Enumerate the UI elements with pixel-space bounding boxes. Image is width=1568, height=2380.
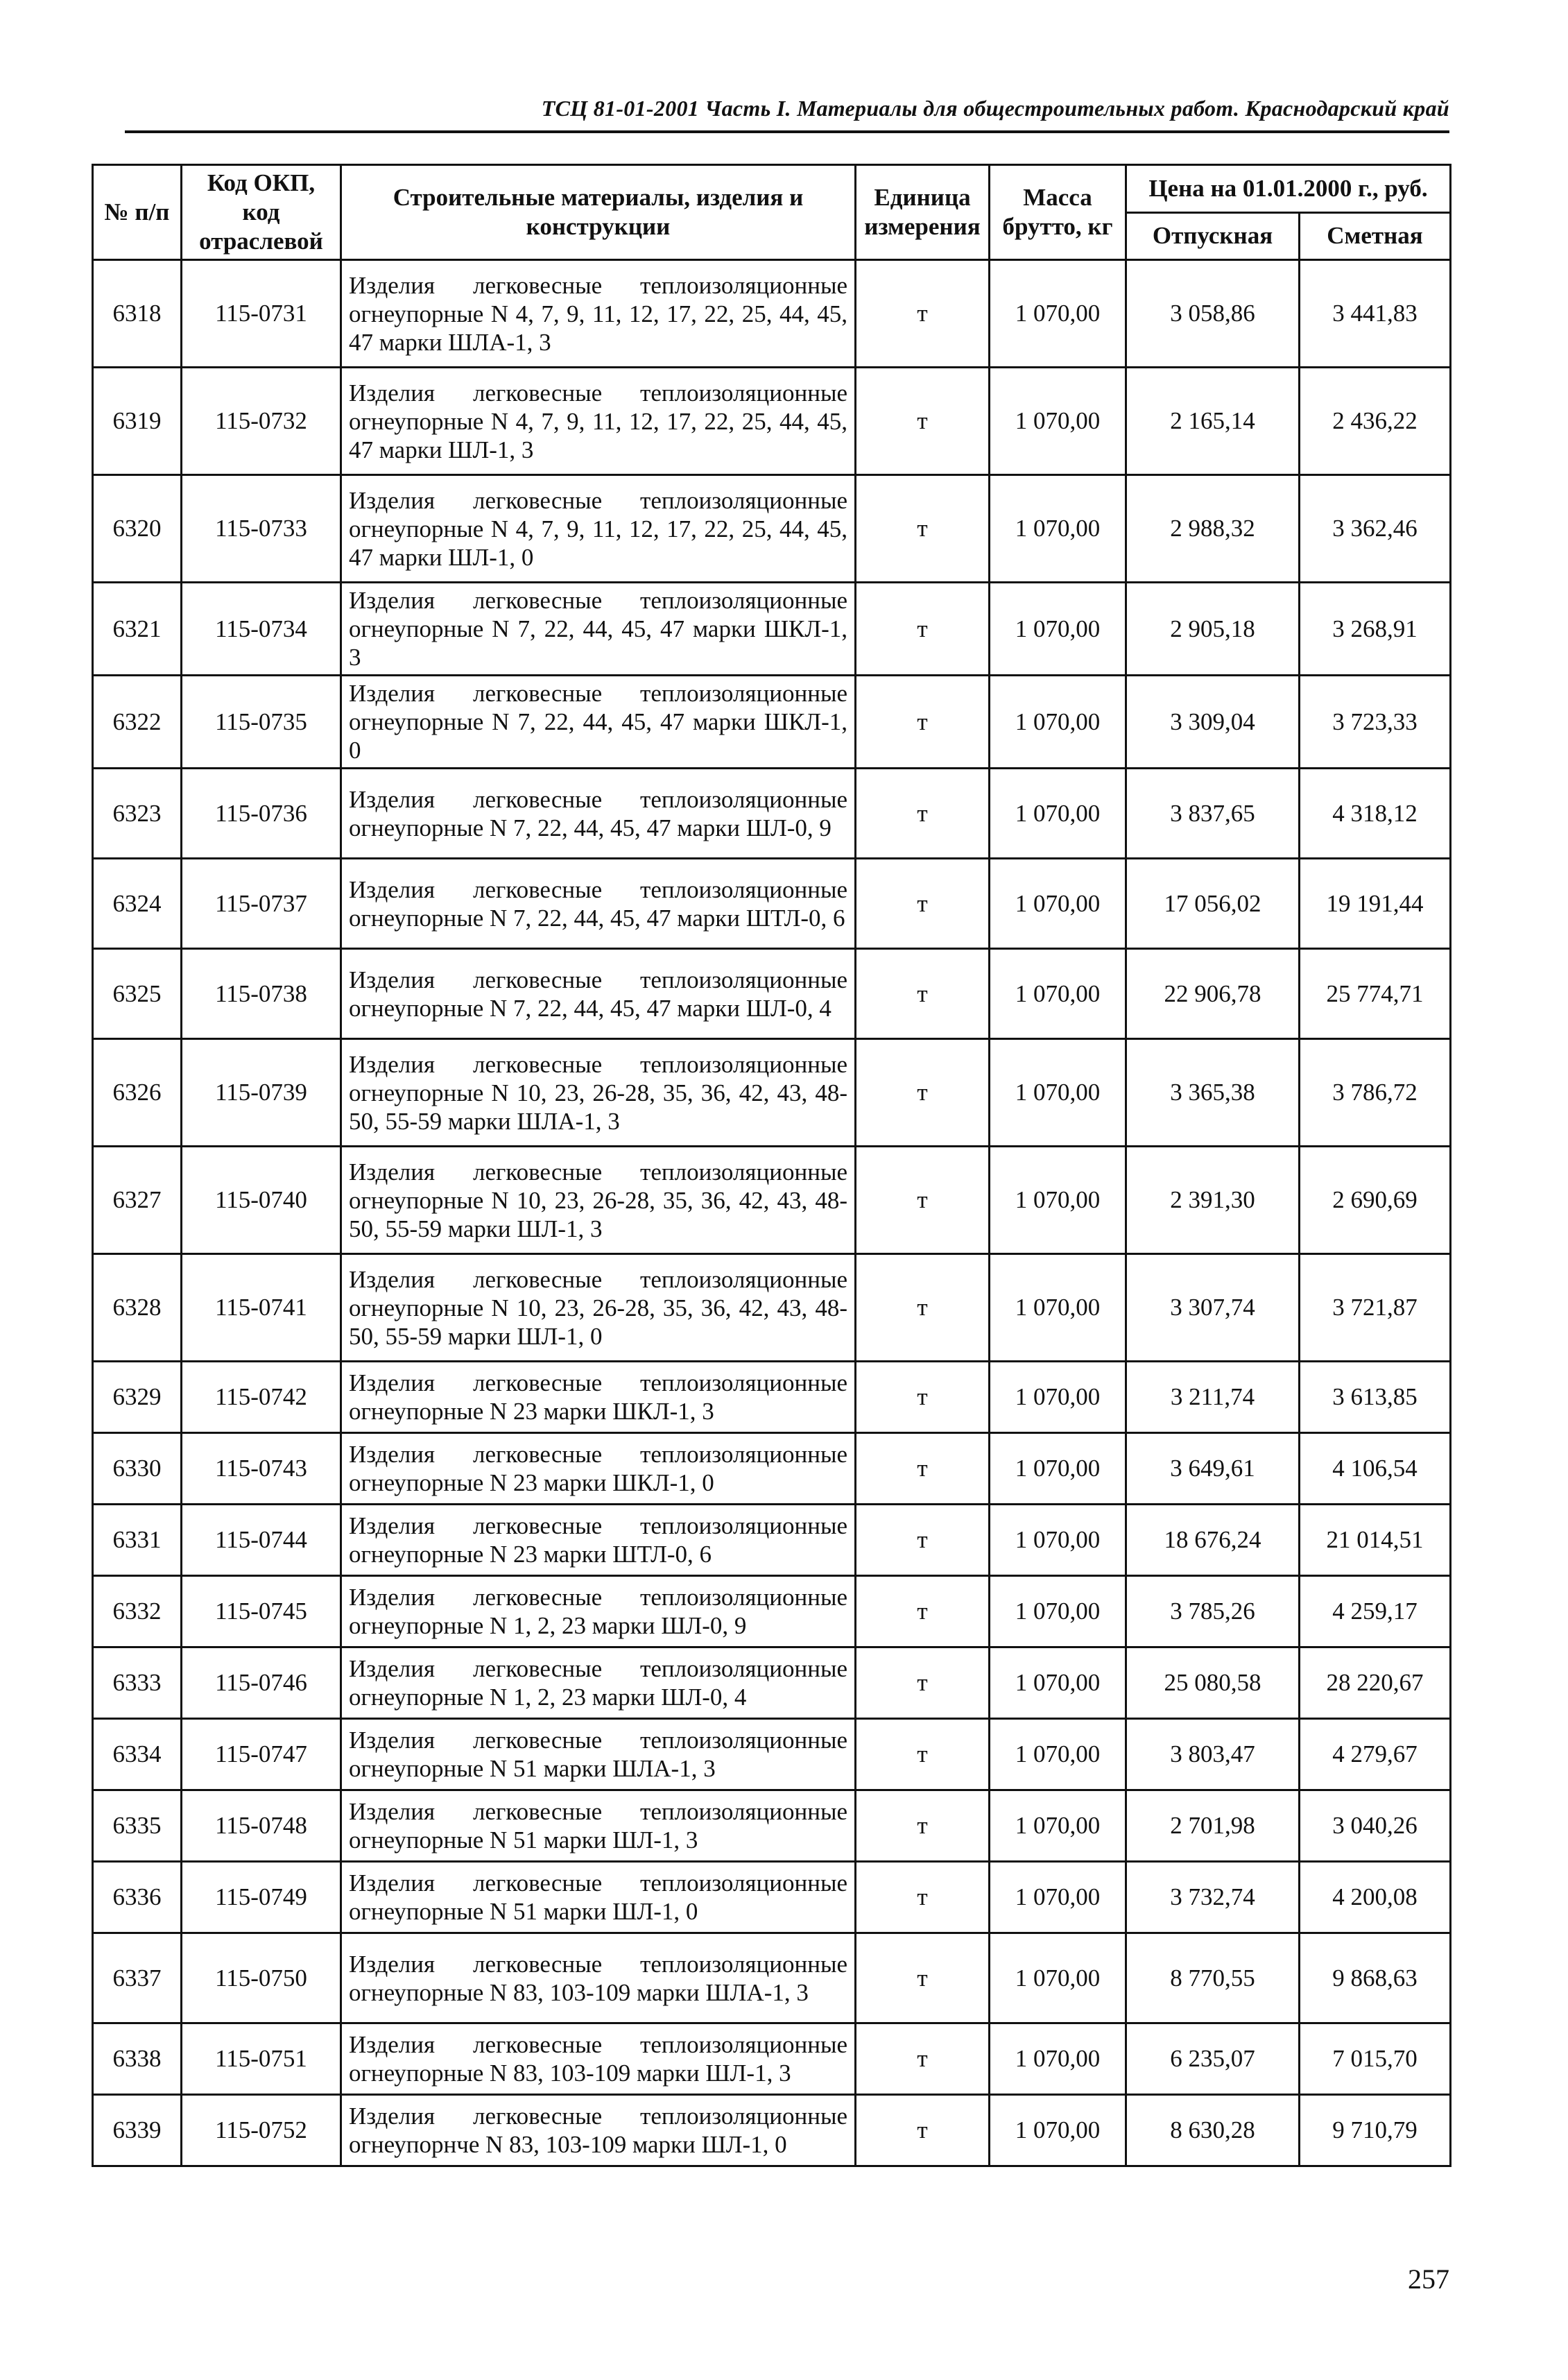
price-estimate: 2 690,69 (1300, 1147, 1451, 1254)
unit: т (856, 583, 990, 676)
row-number: 6323 (93, 769, 182, 859)
gross-mass: 1 070,00 (990, 1790, 1126, 1862)
material-name: Изделия легковесные теплоизоляционные огнеупорные N 51 марки ШЛ-1, 0 (341, 1862, 856, 1933)
okp-code: 115-0744 (182, 1505, 341, 1576)
row-number: 6339 (93, 2095, 182, 2166)
gross-mass: 1 070,00 (990, 1576, 1126, 1647)
row-number: 6336 (93, 1862, 182, 1933)
table-row (93, 769, 1451, 859)
price-estimate: 4 106,54 (1300, 1433, 1451, 1505)
price-release: 3 309,04 (1126, 676, 1300, 769)
price-estimate: 7 015,70 (1300, 2023, 1451, 2095)
price-release: 8 770,55 (1126, 1933, 1300, 2023)
gross-mass: 1 070,00 (990, 2095, 1126, 2166)
price-release: 25 080,58 (1126, 1647, 1300, 1719)
unit: т (856, 260, 990, 368)
okp-code: 115-0743 (182, 1433, 341, 1505)
unit: т (856, 475, 990, 583)
gross-mass: 1 070,00 (990, 949, 1126, 1039)
running-header: ТСЦ 81-01-2001 Часть I. Материалы для общестроительных работ. Краснодарский край (541, 96, 1449, 121)
unit: т (856, 1362, 990, 1433)
price-estimate: 3 786,72 (1300, 1039, 1451, 1147)
price-release: 3 785,26 (1126, 1576, 1300, 1647)
gross-mass: 1 070,00 (990, 475, 1126, 583)
unit: т (856, 1147, 990, 1254)
unit: т (856, 1647, 990, 1719)
price-release: 3 803,47 (1126, 1719, 1300, 1790)
okp-code: 115-0752 (182, 2095, 341, 2166)
unit: т (856, 2023, 990, 2095)
okp-code: 115-0736 (182, 769, 341, 859)
row-number: 6320 (93, 475, 182, 583)
okp-code: 115-0750 (182, 1933, 341, 2023)
gross-mass: 1 070,00 (990, 1147, 1126, 1254)
okp-code: 115-0732 (182, 368, 341, 475)
row-number: 6319 (93, 368, 182, 475)
unit: т (856, 1576, 990, 1647)
table-row (93, 1576, 1451, 1647)
row-number: 6330 (93, 1433, 182, 1505)
price-estimate: 3 721,87 (1300, 1254, 1451, 1362)
row-number: 6328 (93, 1254, 182, 1362)
material-name: Изделия легковесные теплоизоляционные огнеупорные N 7, 22, 44, 45, 47 марки ШКЛ-1, 3 (341, 583, 856, 676)
gross-mass: 1 070,00 (990, 769, 1126, 859)
table-row (93, 1790, 1451, 1862)
gross-mass: 1 070,00 (990, 1862, 1126, 1933)
gross-mass: 1 070,00 (990, 1719, 1126, 1790)
table-row (93, 859, 1451, 949)
okp-code: 115-0748 (182, 1790, 341, 1862)
unit: т (856, 2095, 990, 2166)
header-mass: Масса брутто, кг (990, 165, 1126, 260)
table-row (93, 368, 1451, 475)
price-release: 3 211,74 (1126, 1362, 1300, 1433)
material-name: Изделия легковесные теплоизоляционные огнеупорные N 4, 7, 9, 11, 12, 17, 22, 25, 44, 45, 47 марки ШЛ-1, 3 (341, 368, 856, 475)
unit: т (856, 769, 990, 859)
material-name: Изделия легковесные теплоизоляционные огнеупорные N 23 марки ШКЛ-1, 3 (341, 1362, 856, 1433)
row-number: 6335 (93, 1790, 182, 1862)
okp-code: 115-0749 (182, 1862, 341, 1933)
row-number: 6321 (93, 583, 182, 676)
row-number: 6318 (93, 260, 182, 368)
material-name: Изделия легковесные теплоизоляционные огнеупорные N 4, 7, 9, 11, 12, 17, 22, 25, 44, 45, 47 марки ШЛА-1, 3 (341, 260, 856, 368)
okp-code: 115-0751 (182, 2023, 341, 2095)
gross-mass: 1 070,00 (990, 1039, 1126, 1147)
price-release: 3 058,86 (1126, 260, 1300, 368)
unit: т (856, 1254, 990, 1362)
unit: т (856, 859, 990, 949)
unit: т (856, 368, 990, 475)
table-row (93, 475, 1451, 583)
material-name: Изделия легковесные теплоизоляционные огнеупорные N 10, 23, 26-28, 35, 36, 42, 43, 48-50, 55-59 марки ШЛ-1, 3 (341, 1147, 856, 1254)
table-row (93, 1039, 1451, 1147)
gross-mass: 1 070,00 (990, 676, 1126, 769)
price-estimate: 28 220,67 (1300, 1647, 1451, 1719)
unit: т (856, 1862, 990, 1933)
price-estimate: 3 268,91 (1300, 583, 1451, 676)
material-name: Изделия легковесные теплоизоляционные огнеупорные N 1, 2, 23 марки ШЛ-0, 9 (341, 1576, 856, 1647)
price-release: 6 235,07 (1126, 2023, 1300, 2095)
okp-code: 115-0740 (182, 1147, 341, 1254)
price-release: 17 056,02 (1126, 859, 1300, 949)
row-number: 6326 (93, 1039, 182, 1147)
okp-code: 115-0738 (182, 949, 341, 1039)
material-name: Изделия легковесные теплоизоляционные огнеупорные N 51 марки ШЛ-1, 3 (341, 1790, 856, 1862)
table-body (93, 260, 1451, 2166)
price-estimate: 4 200,08 (1300, 1862, 1451, 1933)
table-row (93, 1254, 1451, 1362)
table-row (93, 583, 1451, 676)
price-release: 2 988,32 (1126, 475, 1300, 583)
table-row (93, 1433, 1451, 1505)
row-number: 6332 (93, 1576, 182, 1647)
gross-mass: 1 070,00 (990, 2023, 1126, 2095)
table-row (93, 1147, 1451, 1254)
row-number: 6333 (93, 1647, 182, 1719)
price-release: 3 649,61 (1126, 1433, 1300, 1505)
price-release: 2 165,14 (1126, 368, 1300, 475)
row-number: 6325 (93, 949, 182, 1039)
page-number: 257 (1408, 2263, 1449, 2295)
material-name: Изделия легковесные теплоизоляционные огнеупорные N 7, 22, 44, 45, 47 марки ШЛ-0, 9 (341, 769, 856, 859)
row-number: 6324 (93, 859, 182, 949)
okp-code: 115-0733 (182, 475, 341, 583)
gross-mass: 1 070,00 (990, 1433, 1126, 1505)
row-number: 6331 (93, 1505, 182, 1576)
price-estimate: 4 279,67 (1300, 1719, 1451, 1790)
material-name: Изделия легковесные теплоизоляционные огнеупорные N 7, 22, 44, 45, 47 марки ШТЛ-0, 6 (341, 859, 856, 949)
material-name: Изделия легковесные теплоизоляционные огнеупорные N 10, 23, 26-28, 35, 36, 42, 43, 48-50, 55-59 марки ШЛ-1, 0 (341, 1254, 856, 1362)
price-estimate: 3 362,46 (1300, 475, 1451, 583)
table-row (93, 676, 1451, 769)
price-estimate: 3 441,83 (1300, 260, 1451, 368)
price-estimate: 19 191,44 (1300, 859, 1451, 949)
table-row (93, 1647, 1451, 1719)
material-name: Изделия легковесные теплоизоляционные огнеупорные N 23 марки ШКЛ-1, 0 (341, 1433, 856, 1505)
unit: т (856, 949, 990, 1039)
gross-mass: 1 070,00 (990, 1505, 1126, 1576)
price-release: 2 701,98 (1126, 1790, 1300, 1862)
header-price-release: Отпускная (1126, 212, 1300, 260)
table-row (93, 2095, 1451, 2166)
material-name: Изделия легковесные теплоизоляционные огнеупорные N 83, 103-109 марки ШЛА-1, 3 (341, 1933, 856, 2023)
table-row (93, 260, 1451, 368)
gross-mass: 1 070,00 (990, 859, 1126, 949)
material-name: Изделия легковесные теплоизоляционные огнеупорные N 7, 22, 44, 45, 47 марки ШКЛ-1, 0 (341, 676, 856, 769)
row-number: 6329 (93, 1362, 182, 1433)
gross-mass: 1 070,00 (990, 1254, 1126, 1362)
row-number: 6338 (93, 2023, 182, 2095)
okp-code: 115-0739 (182, 1039, 341, 1147)
table-row (93, 1862, 1451, 1933)
table-row (93, 1362, 1451, 1433)
material-name: Изделия легковесные теплоизоляционные огнеупорные N 4, 7, 9, 11, 12, 17, 22, 25, 44, 45, 47 марки ШЛ-1, 0 (341, 475, 856, 583)
price-estimate: 9 868,63 (1300, 1933, 1451, 2023)
price-estimate: 21 014,51 (1300, 1505, 1451, 1576)
okp-code: 115-0737 (182, 859, 341, 949)
price-release: 18 676,24 (1126, 1505, 1300, 1576)
okp-code: 115-0731 (182, 260, 341, 368)
price-release: 8 630,28 (1126, 2095, 1300, 2166)
material-name: Изделия легковесные теплоизоляционные огнеупорные N 7, 22, 44, 45, 47 марки ШЛ-0, 4 (341, 949, 856, 1039)
header-price-estimate: Сметная (1300, 212, 1451, 260)
header-price-group: Цена на 01.01.2000 г., руб. (1126, 165, 1451, 213)
price-release: 2 905,18 (1126, 583, 1300, 676)
okp-code: 115-0742 (182, 1362, 341, 1433)
okp-code: 115-0735 (182, 676, 341, 769)
row-number: 6337 (93, 1933, 182, 2023)
material-name: Изделия легковесные теплоизоляционные огнеупорные N 10, 23, 26-28, 35, 36, 42, 43, 48-50, 55-59 марки ШЛА-1, 3 (341, 1039, 856, 1147)
price-estimate: 3 040,26 (1300, 1790, 1451, 1862)
price-release: 3 365,38 (1126, 1039, 1300, 1147)
table-header (93, 165, 1451, 260)
unit: т (856, 1039, 990, 1147)
gross-mass: 1 070,00 (990, 1933, 1126, 2023)
price-estimate: 9 710,79 (1300, 2095, 1451, 2166)
material-name: Изделия легковесные теплоизоляционные огнеупорные N 23 марки ШТЛ-0, 6 (341, 1505, 856, 1576)
okp-code: 115-0746 (182, 1647, 341, 1719)
row-number: 6327 (93, 1147, 182, 1254)
okp-code: 115-0745 (182, 1576, 341, 1647)
table-row (93, 1933, 1451, 2023)
gross-mass: 1 070,00 (990, 583, 1126, 676)
price-release: 3 307,74 (1126, 1254, 1300, 1362)
header-name: Строительные материалы, изделия и конструкции (341, 165, 856, 260)
okp-code: 115-0741 (182, 1254, 341, 1362)
material-name: Изделия легковесные теплоизоляционные огнеупорные N 1, 2, 23 марки ШЛ-0, 4 (341, 1647, 856, 1719)
material-name: Изделия легковесные теплоизоляционные огнеупорнче N 83, 103-109 марки ШЛ-1, 0 (341, 2095, 856, 2166)
unit: т (856, 1433, 990, 1505)
price-release: 3 732,74 (1126, 1862, 1300, 1933)
price-release: 22 906,78 (1126, 949, 1300, 1039)
row-number: 6334 (93, 1719, 182, 1790)
gross-mass: 1 070,00 (990, 368, 1126, 475)
header-rule (125, 130, 1449, 133)
table-row (93, 1719, 1451, 1790)
okp-code: 115-0734 (182, 583, 341, 676)
unit: т (856, 1505, 990, 1576)
okp-code: 115-0747 (182, 1719, 341, 1790)
price-estimate: 4 318,12 (1300, 769, 1451, 859)
unit: т (856, 1719, 990, 1790)
price-estimate: 2 436,22 (1300, 368, 1451, 475)
header-unit: Единица измерения (856, 165, 990, 260)
header-okp: Код ОКП, код отраслевой (182, 165, 341, 260)
table-row (93, 1505, 1451, 1576)
material-name: Изделия легковесные теплоизоляционные огнеупорные N 83, 103-109 марки ШЛ-1, 3 (341, 2023, 856, 2095)
price-estimate: 25 774,71 (1300, 949, 1451, 1039)
gross-mass: 1 070,00 (990, 1362, 1126, 1433)
price-estimate: 3 613,85 (1300, 1362, 1451, 1433)
unit: т (856, 1790, 990, 1862)
price-release: 3 837,65 (1126, 769, 1300, 859)
row-number: 6322 (93, 676, 182, 769)
gross-mass: 1 070,00 (990, 1647, 1126, 1719)
gross-mass: 1 070,00 (990, 260, 1126, 368)
unit: т (856, 676, 990, 769)
price-estimate: 4 259,17 (1300, 1576, 1451, 1647)
table-row (93, 2023, 1451, 2095)
table-row (93, 949, 1451, 1039)
unit: т (856, 1933, 990, 2023)
price-table (92, 164, 1451, 2167)
price-estimate: 3 723,33 (1300, 676, 1451, 769)
header-num: № п/п (93, 165, 182, 260)
price-release: 2 391,30 (1126, 1147, 1300, 1254)
material-name: Изделия легковесные теплоизоляционные огнеупорные N 51 марки ШЛА-1, 3 (341, 1719, 856, 1790)
